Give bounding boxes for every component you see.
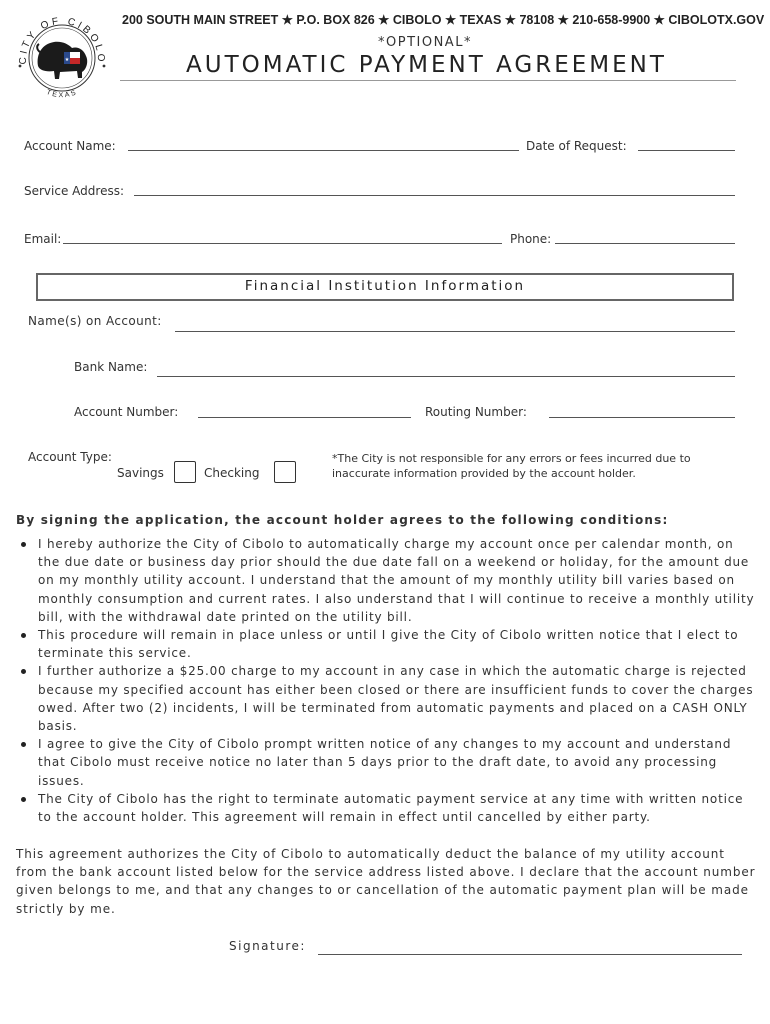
account-name-field[interactable] (128, 150, 519, 151)
routing-number-field[interactable] (549, 417, 735, 418)
city-seal-logo (12, 8, 112, 108)
conditions-list (18, 535, 758, 826)
disclaimer-note: *The City is not responsible for any errors or fees incurred due to inaccurate information provided by the account holder. (332, 452, 691, 480)
bank-name-field[interactable] (157, 376, 735, 377)
names-on-account-field[interactable] (175, 331, 735, 332)
checking-label: Checking (204, 466, 260, 480)
bank-name-label: Bank Name: (74, 360, 148, 374)
condition-text: I hereby authorize the City of Cibolo to automatically charge my account once per calendar month, on the due date or business day prior should the due date fall on a weekend or holiday, for the amount due on my monthly utility account. I understand that the amount of my monthly utility bill varies based on monthly consumption and current rates. I also understand that I will continue to receive a monthly utility bill, with the withdrawal date printed on the utility bill. (38, 537, 755, 624)
condition-item (18, 535, 758, 626)
account-number-field[interactable] (198, 417, 411, 418)
account-type-label: Account Type: (28, 450, 112, 464)
service-address-field[interactable] (134, 195, 735, 196)
service-address-label: Service Address: (24, 184, 124, 198)
phone-field[interactable] (555, 243, 735, 244)
account-name-label: Account Name: (24, 139, 116, 153)
conditions-heading: By signing the application, the account holder agrees to the following conditions: (16, 513, 669, 527)
bullet-icon (21, 542, 26, 547)
optional-label: *OPTIONAL* (378, 35, 472, 50)
page-title: AUTOMATIC PAYMENT AGREEMENT (186, 52, 667, 78)
signature-label: Signature: (229, 939, 306, 953)
condition-text: The City of Cibolo has the right to terminate automatic payment service at any time with written notice to the account holder. This agreement will remain in effect until cancelled by either party. (38, 791, 744, 825)
checking-checkbox[interactable] (274, 461, 296, 483)
email-field[interactable] (63, 243, 502, 244)
condition-text: I further authorize a $25.00 charge to my account in any case in which the automatic charge is rejected because my specified account has either been closed or there are insufficient funds to cover the charges owed. After two (2) incidents, I will be terminated from automatic payments and placed on a CASH ONLY basis. (38, 664, 754, 734)
names-on-account-label: Name(s) on Account: (28, 314, 162, 328)
date-of-request-label: Date of Request: (526, 139, 627, 153)
email-label: Email: (24, 232, 62, 246)
condition-item (18, 790, 758, 826)
condition-item (18, 735, 758, 790)
condition-item (18, 626, 758, 662)
condition-text: I agree to give the City of Cibolo prompt written notice of any changes to my account and understand that Cibolo must receive notice no later than 5 days prior to the draft date, to avoid any processing issues. (38, 737, 732, 788)
date-of-request-field[interactable] (638, 150, 735, 151)
svg-text:CITY OF CIBOLO: CITY OF CIBOLO (17, 15, 107, 65)
financial-institution-header-box (36, 273, 734, 301)
bullet-icon (21, 742, 26, 747)
savings-label: Savings (117, 466, 164, 480)
savings-checkbox[interactable] (174, 461, 196, 483)
address-line: 200 SOUTH MAIN STREET ★ P.O. BOX 826 ★ CIBOLO ★ TEXAS ★ 78108 ★ 210-658-9900 ★ CIBOLOTX.GOV (122, 13, 765, 27)
phone-label: Phone: (510, 232, 552, 246)
bullet-icon (21, 633, 26, 638)
routing-number-label: Routing Number: (425, 405, 527, 419)
title-divider (120, 80, 736, 81)
signature-field[interactable] (318, 954, 742, 955)
condition-item (18, 662, 758, 735)
bullet-icon (21, 669, 26, 674)
svg-text:★: ★ (64, 57, 70, 63)
condition-text: This procedure will remain in place unless or until I give the City of Cibolo written notice that I elect to terminate this service. (38, 628, 739, 661)
bullet-icon (21, 797, 26, 802)
svg-text:TEXAS: TEXAS (45, 88, 79, 100)
agreement-paragraph: This agreement authorizes the City of Cibolo to automatically deduct the balance of my utility account from the bank account listed below for the service address listed above. I declare that the account number given belongs to me, and that any changes to or cancellation of the automatic payment plan will be made strictly by me. (16, 847, 756, 916)
financial-institution-title: Financial Institution Information (244, 278, 526, 294)
account-number-label: Account Number: (74, 405, 179, 419)
